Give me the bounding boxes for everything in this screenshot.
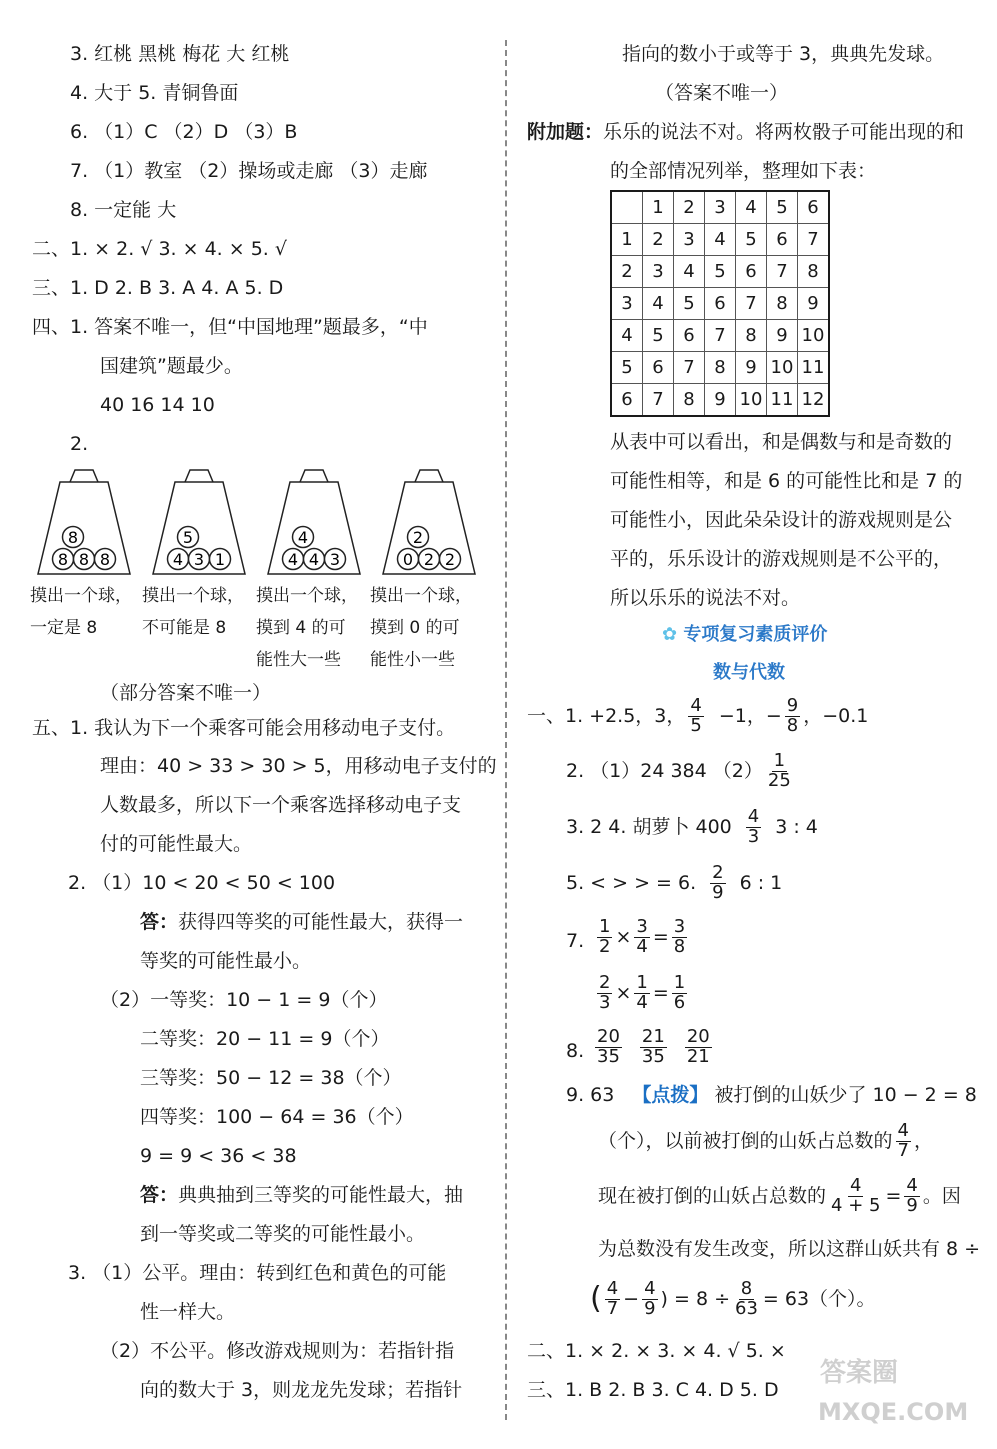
dice-sum-table xyxy=(610,190,830,417)
table-cell: 1 xyxy=(643,191,674,224)
table-cell: 5 xyxy=(643,320,674,352)
cup-figure xyxy=(268,470,360,574)
answer-line: 三、1. D 2. B 3. A 4. A 5. D xyxy=(32,277,284,299)
fraction xyxy=(605,1280,620,1319)
section-heading xyxy=(662,626,827,644)
numerator: 4 xyxy=(606,1278,619,1299)
paren: ( xyxy=(590,1281,602,1317)
ball-number: 8 xyxy=(67,528,79,547)
table-cell: 10 xyxy=(798,320,830,352)
answer-text: 3 : 4 xyxy=(775,815,818,838)
answer-text: 9. 63 xyxy=(566,1084,615,1106)
answer-label: 答： xyxy=(140,1184,179,1206)
section-heading-text: 专项复习素质评价 xyxy=(683,624,828,645)
answer-line: 平的，乐乐设计的游戏规则是不公平的， xyxy=(610,548,953,570)
fraction xyxy=(746,808,761,847)
table-cell: 7 xyxy=(736,288,767,320)
section-subheading: 数与代数 xyxy=(713,662,785,683)
table-cell: 3 xyxy=(674,224,705,256)
denominator: 5 xyxy=(690,714,702,736)
numerator: 1 xyxy=(673,972,686,993)
cup-caption: 摸出一个球， xyxy=(256,586,358,606)
numerator: 1 xyxy=(599,916,611,937)
answer-text: 被打倒的山妖少了 10 − 2 = 8 xyxy=(714,1084,977,1106)
cup-figure xyxy=(38,470,130,574)
answer-line: 2. （1）10 < 20 < 50 < 100 xyxy=(68,872,336,894)
numerator: 2 xyxy=(712,862,724,883)
ball-number: 4 xyxy=(287,550,299,569)
answer-line xyxy=(598,1122,933,1161)
numerator: 4 xyxy=(906,1175,918,1196)
answer-line: 的全部情况列举，整理如下表： xyxy=(610,160,877,182)
answer-line: 指向的数小于或等于 3，典典先发球。 xyxy=(622,43,945,65)
hint-label: 【点拨】 xyxy=(632,1084,709,1106)
numerator: 3 xyxy=(636,916,648,937)
answer-text: 现在被打倒的山妖占总数的 xyxy=(598,1184,827,1207)
cup-lid xyxy=(185,470,213,482)
table-cell: 10 xyxy=(767,352,798,384)
answer-text: 一、1. +2.5，3， xyxy=(527,704,686,727)
answer-line: 为总数没有发生改变，所以这群山妖共有 8 ÷ xyxy=(598,1238,981,1260)
cup-caption: 不可能是 8 xyxy=(142,618,227,638)
table-row xyxy=(611,384,829,417)
table-cell: 12 xyxy=(798,384,830,417)
denominator: 25 xyxy=(767,769,791,791)
fraction xyxy=(595,1028,622,1067)
answer-line: 3. 红桃 黑桃 梅花 大 红桃 xyxy=(70,43,290,65)
answer-line: （2）一等奖：10 − 1 = 9（个） xyxy=(100,989,388,1011)
answer-line: （2）不公平。修改游戏规则为：若指针指 xyxy=(100,1340,455,1362)
table-cell: 4 xyxy=(611,320,643,352)
answer-line: 可能性相等，和是 6 的可能性比和是 7 的 xyxy=(610,470,963,492)
ball-number: 8 xyxy=(57,550,69,569)
fraction xyxy=(710,864,725,903)
cup-figure xyxy=(153,470,245,574)
table-cell: 5 xyxy=(611,352,643,384)
denominator: 6 xyxy=(673,991,686,1013)
table-cell: 4 xyxy=(736,191,767,224)
numerator: 1 xyxy=(773,750,786,771)
ball-number: 1 xyxy=(214,550,226,569)
table-cell: 8 xyxy=(736,320,767,352)
cup-lid xyxy=(70,470,98,482)
numerator: 9 xyxy=(786,695,799,716)
answer-line: 8. xyxy=(566,1040,585,1062)
numerator: 4 xyxy=(644,1278,656,1299)
denominator: 63 xyxy=(735,1297,758,1319)
answer-line: 付的可能性最大。 xyxy=(100,833,253,855)
denominator: 9 xyxy=(644,1297,656,1319)
ball-number: 8 xyxy=(78,550,90,569)
answer-line: 7. xyxy=(566,930,585,952)
numerator: 4 xyxy=(897,1120,909,1141)
answer-line: 三等奖：50 − 12 = 38（个） xyxy=(140,1067,402,1089)
answer-label: 答： xyxy=(140,911,179,933)
answer-line xyxy=(598,1177,961,1216)
table-cell: 3 xyxy=(705,191,736,224)
numerator: 4 xyxy=(690,695,702,716)
cup-caption: 摸出一个球， xyxy=(370,586,472,606)
cup-caption: 一定是 8 xyxy=(30,618,98,638)
ball-number: 5 xyxy=(182,528,194,547)
answer-line: 三、1. B 2. B 3. C 4. D 5. D xyxy=(527,1379,779,1401)
answer-text: （个），以前被打倒的山妖占总数的 xyxy=(598,1129,893,1152)
answer-line: 五、1. 我认为下一个乘客可能会用移动电子支付。 xyxy=(32,717,456,739)
fraction xyxy=(672,918,687,957)
answer-text: 5. < > > = 6. xyxy=(566,871,697,894)
cup-caption: 摸出一个球， xyxy=(30,586,132,606)
denominator: 35 xyxy=(641,1045,665,1067)
table-cell: 8 xyxy=(705,352,736,384)
answer-line: 2. xyxy=(70,433,89,455)
table-cell: 11 xyxy=(767,384,798,417)
answer-text: ) = 8 ÷ xyxy=(660,1287,731,1310)
table-cell: 5 xyxy=(767,191,798,224)
fraction xyxy=(904,1177,919,1216)
operator: = xyxy=(652,925,669,948)
table-row xyxy=(611,191,829,224)
answer-line: 可能性小，因此朵朵设计的游戏规则是公 xyxy=(610,509,953,531)
answer-text: = 63（个）。 xyxy=(762,1287,876,1310)
ball-number: 8 xyxy=(99,550,111,569)
watermark: 答案圈 xyxy=(820,1358,899,1388)
answer-line xyxy=(566,808,818,847)
table-cell: 5 xyxy=(705,256,736,288)
answer-line: 所以乐乐的说法不对。 xyxy=(610,587,801,609)
leaf-icon: ✿ xyxy=(662,624,678,645)
answer-text: 乐乐的说法不对。将两枚骰子可能出现的和 xyxy=(603,121,965,143)
denominator: 4 + 5 xyxy=(831,1194,881,1216)
numerator: 21 xyxy=(641,1026,665,1047)
ball-number: 2 xyxy=(444,550,456,569)
fraction xyxy=(829,1177,882,1216)
fraction xyxy=(642,1280,657,1319)
table-cell: 2 xyxy=(643,224,674,256)
operator: × xyxy=(615,925,632,948)
answer-line: 7. （1）教室 （2）操场或走廊 （3）走廊 xyxy=(70,160,428,182)
cup-caption: 摸到 0 的可 xyxy=(370,618,460,638)
cup-caption: 摸出一个球， xyxy=(142,586,244,606)
denominator: 8 xyxy=(786,714,799,736)
answer-line: 四、1. 答案不唯一，但“中国地理”题最多，“中 xyxy=(32,316,428,338)
operator: × xyxy=(615,981,632,1004)
table-cell: 3 xyxy=(643,256,674,288)
table-cell: 7 xyxy=(767,256,798,288)
answer-line xyxy=(527,697,868,736)
column-divider xyxy=(505,40,507,1420)
numerator: 8 xyxy=(740,1278,753,1299)
ball-cups-figure xyxy=(28,462,488,580)
table-cell: 7 xyxy=(798,224,830,256)
answer-text: ， xyxy=(913,1129,933,1152)
denominator: 4 xyxy=(636,991,648,1013)
answer-line xyxy=(140,1186,463,1205)
ball-number: 4 xyxy=(172,550,184,569)
table-cell: 6 xyxy=(611,384,643,417)
answer-line: 人数最多，所以下一个乘客选择移动电子支 xyxy=(100,794,462,816)
table-cell: 3 xyxy=(611,288,643,320)
answer-line: （部分答案不唯一） xyxy=(100,682,272,704)
numerator: 3 xyxy=(673,916,686,937)
fraction xyxy=(597,918,612,957)
cup-caption: 能性小一些 xyxy=(370,650,455,670)
denominator: 7 xyxy=(897,1139,909,1161)
denominator: 4 xyxy=(636,935,648,957)
answer-line: 3. （1）公平。理由：转到红色和黄色的可能 xyxy=(68,1262,447,1284)
table-cell xyxy=(611,191,643,224)
answer-line: 40 16 14 10 xyxy=(100,394,215,416)
denominator: 2 xyxy=(599,935,611,957)
fraction xyxy=(672,974,687,1013)
table-cell: 7 xyxy=(674,352,705,384)
answer-line xyxy=(140,913,463,932)
table-cell: 1 xyxy=(611,224,643,256)
operator: − xyxy=(623,1287,640,1310)
fraction xyxy=(640,1028,667,1067)
answer-line: 理由：40 > 33 > 30 > 5，用移动电子支付的 xyxy=(100,755,497,777)
answer-text: 3. 2 4. 胡萝卜 400 xyxy=(566,815,732,838)
answer-line: 8. 一定能 大 xyxy=(70,199,177,221)
ball-number: 0 xyxy=(402,550,414,569)
ball-number: 3 xyxy=(329,550,341,569)
table-cell: 6 xyxy=(674,320,705,352)
fraction-group xyxy=(592,1028,715,1067)
answer-line xyxy=(590,1280,876,1319)
ball-number: 4 xyxy=(308,550,320,569)
numerator: 4 xyxy=(747,806,760,827)
answer-text: 典典抽到三等奖的可能性最大，抽 xyxy=(178,1184,464,1206)
ball-number: 2 xyxy=(412,528,424,547)
table-cell: 7 xyxy=(705,320,736,352)
answer-text: 6 : 1 xyxy=(739,871,783,894)
answer-line: 性一样大。 xyxy=(140,1301,236,1323)
cup-caption: 能性大一些 xyxy=(256,650,341,670)
numerator: 4 xyxy=(850,1175,862,1196)
cup-caption: 摸到 4 的可 xyxy=(256,618,346,638)
table-cell: 4 xyxy=(643,288,674,320)
answer-text: −1，− xyxy=(718,704,782,727)
fraction xyxy=(766,752,793,791)
table-cell: 10 xyxy=(736,384,767,417)
table-cell: 4 xyxy=(705,224,736,256)
fraction xyxy=(597,974,612,1013)
answer-text: 2. （1）24 384 （2） xyxy=(566,759,763,782)
fraction xyxy=(688,697,703,736)
table-cell: 8 xyxy=(767,288,798,320)
answer-line: 向的数大于 3，则龙龙先发球；若指针 xyxy=(140,1379,463,1401)
table-cell: 5 xyxy=(736,224,767,256)
table-cell: 9 xyxy=(767,320,798,352)
answer-text: ，−0.1 xyxy=(803,704,869,727)
table-cell: 6 xyxy=(798,191,830,224)
numerator: 20 xyxy=(597,1026,620,1047)
answer-line: 9 = 9 < 36 < 38 xyxy=(140,1145,297,1167)
table-cell: 9 xyxy=(798,288,830,320)
cup-lid xyxy=(300,470,328,482)
table-row xyxy=(611,224,829,256)
answer-line xyxy=(566,1086,977,1105)
table-cell: 11 xyxy=(798,352,830,384)
answer-line: （答案不唯一） xyxy=(655,82,789,104)
denominator: 9 xyxy=(712,881,724,903)
answer-line: 从表中可以看出，和是偶数与和是奇数的 xyxy=(610,431,953,453)
answer-line xyxy=(527,123,964,142)
answer-line: 4. 大于 5. 青铜鲁面 xyxy=(70,82,239,104)
denominator: 3 xyxy=(747,825,760,847)
fraction xyxy=(733,1280,760,1319)
fraction xyxy=(685,1028,712,1067)
table-row xyxy=(611,352,829,384)
answer-line: 6. （1）C （2）D （3）B xyxy=(70,121,298,143)
denominator: 3 xyxy=(599,991,611,1013)
answer-line xyxy=(566,752,796,791)
answer-text: 获得四等奖的可能性最大，获得一 xyxy=(178,911,464,933)
table-row xyxy=(611,288,829,320)
table-cell: 2 xyxy=(611,256,643,288)
table-cell: 8 xyxy=(798,256,830,288)
answer-text: 。因 xyxy=(922,1184,961,1207)
denominator: 35 xyxy=(597,1045,620,1067)
ball-number: 2 xyxy=(423,550,435,569)
fraction xyxy=(785,697,800,736)
table-cell: 6 xyxy=(705,288,736,320)
table-cell: 2 xyxy=(674,191,705,224)
table-cell: 9 xyxy=(736,352,767,384)
equation xyxy=(594,974,690,1013)
table-cell: 9 xyxy=(705,384,736,417)
fraction xyxy=(896,1122,911,1161)
table-cell: 5 xyxy=(674,288,705,320)
denominator: 9 xyxy=(906,1194,918,1216)
table-row xyxy=(611,256,829,288)
answer-line: 国建筑”题最少。 xyxy=(100,355,243,377)
denominator: 7 xyxy=(606,1297,619,1319)
ball-number: 3 xyxy=(193,550,205,569)
answer-line xyxy=(566,864,782,903)
table-cell: 6 xyxy=(736,256,767,288)
fraction xyxy=(634,974,649,1013)
table-cell: 8 xyxy=(674,384,705,417)
table-row xyxy=(611,320,829,352)
cup-figure xyxy=(383,470,475,574)
table-cell: 4 xyxy=(674,256,705,288)
answer-line: 二、1. × 2. √ 3. × 4. × 5. √ xyxy=(32,238,287,260)
operator: = xyxy=(885,1184,902,1207)
fraction xyxy=(634,918,649,957)
numerator: 20 xyxy=(686,1026,710,1047)
bonus-label: 附加题： xyxy=(527,121,604,143)
cup-lid xyxy=(415,470,443,482)
numerator: 1 xyxy=(636,972,648,993)
answer-line: 到一等奖或二等奖的可能性最小。 xyxy=(140,1223,426,1245)
operator: = xyxy=(652,981,669,1004)
table-cell: 6 xyxy=(767,224,798,256)
table-cell: 7 xyxy=(643,384,674,417)
answer-line: 四等奖：100 − 64 = 36（个） xyxy=(140,1106,414,1128)
numerator: 2 xyxy=(599,972,611,993)
watermark-url: MXQE.COM xyxy=(818,1398,969,1426)
ball-number: 4 xyxy=(297,528,309,547)
answer-line: 等奖的可能性最小。 xyxy=(140,950,312,972)
answer-line: 二等奖：20 − 11 = 9（个） xyxy=(140,1028,390,1050)
denominator: 21 xyxy=(686,1045,710,1067)
table-cell: 6 xyxy=(643,352,674,384)
answer-line: 二、1. × 2. × 3. × 4. √ 5. × xyxy=(527,1340,786,1362)
denominator: 8 xyxy=(673,935,686,957)
equation xyxy=(594,918,690,957)
